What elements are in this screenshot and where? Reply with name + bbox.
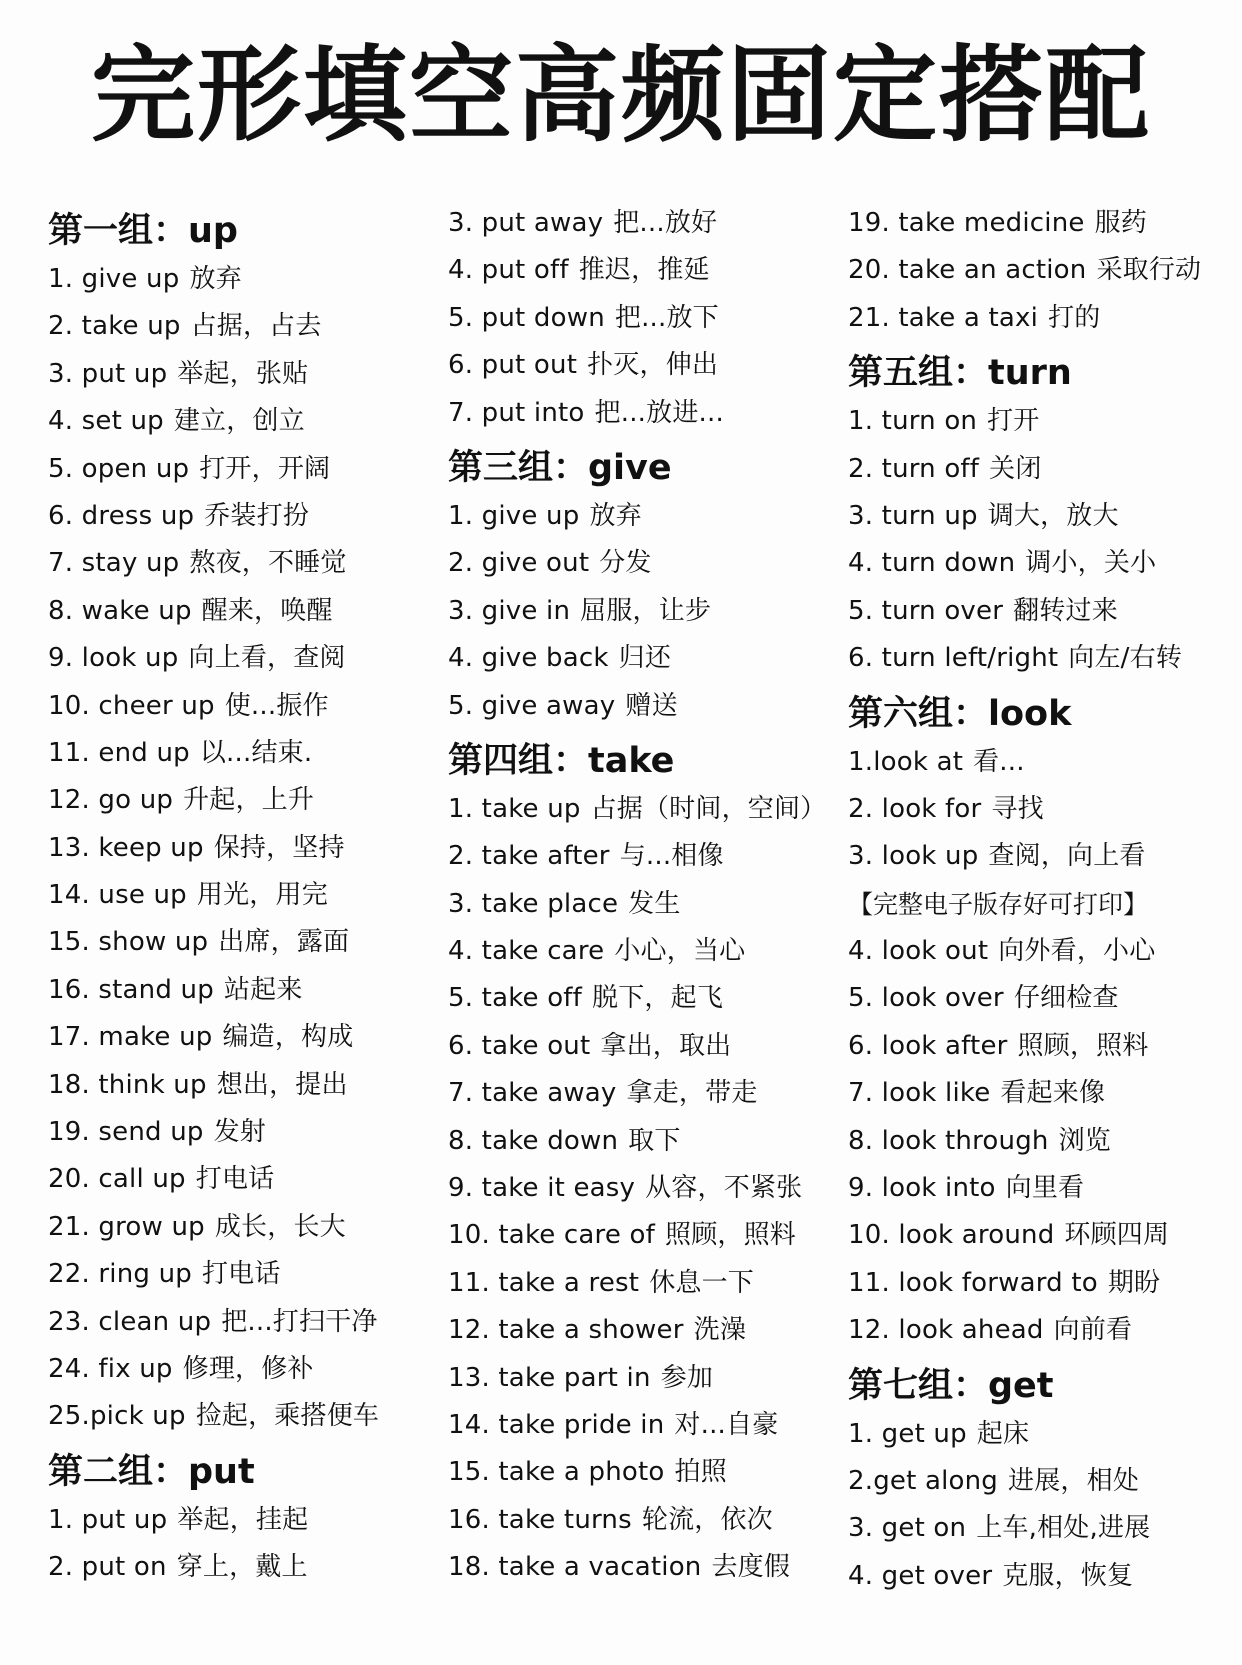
phrase-english: 7. look like: [848, 1078, 991, 1109]
phrase-chinese: 浏览: [1058, 1125, 1111, 1156]
phrase-item: [48, 1346, 438, 1393]
phrase-item: [48, 256, 438, 303]
phrase-item: [848, 1307, 1238, 1354]
phrase-item: [448, 1449, 838, 1496]
phrase-item: [848, 295, 1238, 342]
phrase-chinese: 捡起，乘搭便车: [195, 1401, 380, 1432]
phrase-chinese: 以...结束.: [199, 737, 313, 768]
phrase-english: 18. think up: [48, 1069, 207, 1100]
phrase-english: 10. look around: [848, 1220, 1055, 1251]
phrase-english: 6. look after: [848, 1030, 1008, 1061]
group-heading: 第六组：look: [848, 693, 1072, 734]
phrase-english: 15. take a photo: [448, 1457, 665, 1488]
phrase-chinese: 查阅，向上看: [988, 841, 1146, 872]
phrase-english: 1.look at: [848, 746, 964, 777]
phrase-english: 13. take part in: [448, 1362, 651, 1393]
phrase-item: [48, 1204, 438, 1251]
phrase-item: [848, 1023, 1238, 1070]
phrase-chinese: 占据，占去: [190, 311, 322, 342]
phrase-english: 2. turn off: [848, 453, 980, 484]
phrase-item: [448, 1165, 838, 1212]
phrase-item: [48, 635, 438, 682]
phrase-english: 3. give in: [448, 595, 571, 626]
phrase-item: [448, 200, 838, 247]
phrase-english: 2. take up: [48, 311, 181, 342]
phrase-chinese: 建立，创立: [173, 406, 305, 437]
phrase-item: [448, 493, 838, 540]
phrase-chinese: 调小，关小: [1025, 548, 1157, 579]
phrase-chinese: 寻找: [991, 793, 1044, 824]
phrase-item: [848, 247, 1238, 294]
phrase-chinese: 从容，不紧张: [645, 1173, 803, 1204]
phrase-item: [448, 635, 838, 682]
phrase-item: [48, 446, 438, 493]
phrase-chinese: 拍照: [674, 1457, 727, 1488]
phrase-english: 5. put down: [448, 302, 605, 333]
phrase-english: 13. keep up: [48, 832, 204, 863]
phrase-english: 2. put on: [48, 1552, 167, 1583]
phrase-chinese: 向里看: [1005, 1173, 1085, 1204]
phrase-chinese: 向前看: [1053, 1315, 1133, 1346]
phrase-chinese: 穿上，戴上: [176, 1552, 308, 1583]
phrase-item: [448, 1355, 838, 1402]
phrase-chinese: 去度假: [711, 1552, 791, 1583]
phrase-item: [48, 730, 438, 777]
phrase-english: 22. ring up: [48, 1259, 192, 1290]
phrase-item: [848, 1505, 1238, 1552]
phrase-english: 1. turn on: [848, 406, 978, 437]
phrase-item: [448, 975, 838, 1022]
phrase-chinese: 向左/右转: [1068, 643, 1183, 674]
phrase-item: [448, 342, 838, 389]
phrase-english: 8. wake up: [48, 595, 192, 626]
phrase-item: [848, 1212, 1238, 1259]
phrase-item: [48, 493, 438, 540]
phrase-english: 2. look for: [848, 793, 982, 824]
phrase-chinese: 翻转过来: [1013, 595, 1118, 626]
phrase-chinese: 照顾，照料: [665, 1220, 797, 1251]
phrase-english: 5. turn over: [848, 595, 1004, 626]
phrase-english: 1. give up: [448, 500, 580, 531]
phrase-chinese: 扑灭，伸出: [587, 350, 719, 381]
phrase-english: 12. go up: [48, 785, 174, 816]
phrase-item: [448, 1497, 838, 1544]
phrase-item: [848, 540, 1238, 587]
phrase-chinese: 出席，露面: [218, 927, 350, 958]
phrase-chinese: 与...相像: [619, 841, 724, 872]
phrase-chinese: 成长，长大: [214, 1211, 346, 1242]
phrase-item: [48, 967, 438, 1014]
phrase-chinese: 站起来: [223, 974, 303, 1005]
phrase-item: [48, 1062, 438, 1109]
phrase-english: 4. put off: [448, 255, 569, 286]
phrase-english: 18. take a vacation: [448, 1552, 702, 1583]
phrase-english: 8. look through: [848, 1125, 1049, 1156]
phrase-english: 19. take medicine: [848, 208, 1085, 238]
phrase-english: 4. turn down: [848, 548, 1016, 579]
phrase-chinese: 调大，放大: [987, 500, 1119, 531]
phrase-english: 4. look out: [848, 936, 989, 967]
phrase-chinese: 关闭: [989, 453, 1042, 484]
phrase-chinese: 放弃: [189, 264, 242, 294]
phrase-chinese: 参加: [660, 1362, 714, 1393]
phrase-english: 6. turn left/right: [848, 643, 1059, 674]
phrase-chinese: 把...打扫干净: [221, 1306, 378, 1337]
phrase-chinese: 想出，提出: [216, 1069, 348, 1100]
phrase-english: 3. get on: [848, 1513, 967, 1544]
phrase-chinese: 洗澡: [693, 1315, 747, 1346]
phrase-item: [448, 881, 838, 928]
phrase-chinese: 打开，开阔: [199, 453, 331, 484]
phrase-item: [48, 872, 438, 919]
phrase-item: [448, 390, 838, 437]
phrase-chinese: 上车,相处,进展: [976, 1513, 1151, 1544]
phrase-item: [448, 1307, 838, 1354]
phrase-english: 7. stay up: [48, 548, 180, 579]
phrase-item: [448, 1070, 838, 1117]
phrase-chinese: 屈服，让步: [580, 595, 712, 626]
phrase-item: [448, 1212, 838, 1259]
phrase-chinese: 克服，恢复: [1002, 1560, 1134, 1591]
phrase-item: [448, 588, 838, 635]
phrase-item: [48, 1393, 438, 1440]
phrase-english: 16. stand up: [48, 974, 214, 1005]
phrase-english: 23. clean up: [48, 1306, 212, 1337]
phrase-chinese: 期盼: [1107, 1267, 1161, 1298]
phrase-chinese: 打的: [1048, 302, 1101, 333]
phrase-item: [848, 786, 1238, 833]
phrase-chinese: 休息一下: [649, 1267, 754, 1298]
phrase-english: 21. take a taxi: [848, 302, 1039, 333]
phrase-chinese: 占据（时间，空间）: [590, 793, 827, 824]
phrase-chinese: 服药: [1094, 208, 1147, 238]
phrase-item: [448, 1118, 838, 1165]
column-3: [848, 200, 1238, 1600]
phrase-english: 1. put up: [48, 1504, 168, 1535]
phrase-chinese: 把...放进...: [594, 397, 724, 428]
phrase-chinese: 把...放下: [614, 302, 719, 333]
phrase-english: 8. take down: [448, 1125, 619, 1156]
phrase-item: [848, 1458, 1238, 1505]
phrase-english: 3. take place: [448, 888, 619, 919]
phrase-english: 9. look into: [848, 1173, 996, 1204]
phrase-english: 12. take a shower: [448, 1315, 684, 1346]
phrase-english: 25.pick up: [48, 1401, 186, 1432]
phrase-item: [848, 833, 1238, 880]
phrase-item: [848, 200, 1238, 247]
phrase-english: 2. take after: [448, 841, 610, 872]
phrase-item: [448, 1544, 838, 1591]
phrase-chinese: 乔装打扮: [204, 500, 310, 531]
phrase-item: [848, 1070, 1238, 1117]
phrase-item: [848, 588, 1238, 635]
phrase-chinese: 照顾，照料: [1017, 1030, 1149, 1061]
phrase-english: 21. grow up: [48, 1211, 205, 1242]
phrase-chinese: 发射: [213, 1117, 266, 1148]
phrase-english: 6. take out: [448, 1030, 591, 1061]
phrase-item: [48, 777, 438, 824]
phrase-item: [48, 1014, 438, 1061]
phrase-english: 3. look up: [848, 841, 979, 872]
phrase-english: 12. look ahead: [848, 1315, 1044, 1346]
phrase-english: 1. get up: [848, 1418, 967, 1449]
group-heading: 第二组：put: [48, 1451, 255, 1492]
phrase-english: 10. take care of: [448, 1220, 655, 1251]
phrase-chinese: 脱下，起飞: [592, 983, 724, 1014]
phrase-item: [48, 1299, 438, 1346]
phrase-item: [448, 1402, 838, 1449]
phrase-english: 6. put out: [448, 350, 578, 381]
phrase-item: [848, 739, 1238, 786]
group-heading: 第三组：give: [448, 447, 672, 488]
phrase-english: 14. use up: [48, 880, 187, 911]
phrase-item: [848, 493, 1238, 540]
group-heading: 第五组：turn: [848, 353, 1072, 394]
phrase-item: [848, 1118, 1238, 1165]
phrase-english: 1. give up: [48, 264, 180, 294]
phrase-item: [48, 1251, 438, 1298]
phrase-english: 11. take a rest: [448, 1267, 640, 1298]
phrase-item: [448, 1260, 838, 1307]
phrase-item: [48, 919, 438, 966]
phrase-chinese: 使...振作: [224, 690, 329, 721]
phrase-english: 2. give out: [448, 548, 590, 579]
phrase-item: [848, 1165, 1238, 1212]
phrase-item: [48, 351, 438, 398]
phrase-english: 9. take it easy: [448, 1173, 636, 1204]
phrase-english: 3. put up: [48, 358, 168, 389]
phrase-chinese: 用光，用完: [196, 880, 328, 911]
phrase-english: 3. turn up: [848, 500, 978, 531]
phrase-item: [48, 1497, 438, 1544]
phrase-english: 16. take turns: [448, 1504, 632, 1535]
phrase-item: [48, 303, 438, 350]
phrase-english: 10. cheer up: [48, 690, 215, 721]
phrase-english: 4. set up: [48, 406, 164, 437]
phrase-chinese: 赠送: [625, 690, 678, 721]
phrase-english: 15. show up: [48, 927, 209, 958]
phrase-chinese: 保持，坚持: [213, 832, 345, 863]
phrase-item: [848, 635, 1238, 682]
phrase-english: 24. fix up: [48, 1353, 173, 1384]
phrase-item: [48, 1109, 438, 1156]
group-heading: 第七组：get: [848, 1365, 1054, 1406]
phrase-english: 4. get over: [848, 1560, 993, 1591]
phrase-item: [848, 1260, 1238, 1307]
phrase-chinese: 归还: [618, 643, 672, 674]
phrase-chinese: 打开: [987, 406, 1040, 437]
phrase-english: 9. look up: [48, 643, 179, 674]
phrase-item: [48, 1544, 438, 1591]
phrase-chinese: 修理，修补: [182, 1353, 314, 1384]
phrase-item: [48, 825, 438, 872]
phrase-chinese: 取下: [628, 1125, 681, 1156]
phrase-item: [848, 928, 1238, 975]
phrase-english: 4. give back: [448, 643, 609, 674]
phrase-chinese: 小心，当心: [614, 936, 746, 967]
page-title: 完形填空高频固定搭配: [90, 34, 1151, 156]
phrase-english: 3. put away: [448, 208, 604, 238]
phrase-chinese: 采取行动: [1096, 255, 1202, 286]
phrase-item: [448, 247, 838, 294]
phrase-english: 5. open up: [48, 453, 190, 484]
phrase-item: [848, 975, 1238, 1022]
promo-note: 【完整电子版存好可打印】: [848, 889, 1149, 919]
phrase-chinese: 环顾四周: [1064, 1220, 1170, 1251]
phrase-chinese: 起床: [976, 1418, 1030, 1449]
phrase-chinese: 打电话: [201, 1259, 281, 1290]
phrase-item: [448, 540, 838, 587]
phrase-item: [448, 833, 838, 880]
phrase-chinese: 熬夜，不睡觉: [189, 548, 347, 579]
phrase-chinese: 举起，张贴: [177, 358, 309, 389]
phrase-item: [448, 786, 838, 833]
column-2: [448, 200, 838, 1592]
phrase-chinese: 把...放好: [613, 208, 718, 238]
phrase-english: 2.get along: [848, 1465, 999, 1496]
phrase-item: [48, 1156, 438, 1203]
phrase-english: 4. take care: [448, 936, 605, 967]
phrase-chinese: 对...自豪: [674, 1409, 779, 1440]
phrase-chinese: 发生: [628, 888, 681, 919]
phrase-english: 19. send up: [48, 1117, 204, 1148]
phrase-english: 17. make up: [48, 1022, 213, 1053]
phrase-item: [448, 1023, 838, 1070]
phrase-english: 5. take off: [448, 983, 583, 1014]
phrase-chinese: 举起，挂起: [177, 1504, 309, 1535]
phrase-chinese: 编造，构成: [222, 1022, 354, 1053]
column-1: [48, 200, 438, 1592]
phrase-chinese: 向外看，小心: [998, 936, 1156, 967]
phrase-english: 7. put into: [448, 397, 585, 428]
phrase-item: [48, 683, 438, 730]
phrase-english: 14. take pride in: [448, 1409, 665, 1440]
phrase-chinese: 拿走，带走: [626, 1078, 758, 1109]
phrase-item: [848, 398, 1238, 445]
phrase-english: 7. take away: [448, 1078, 617, 1109]
phrase-chinese: 打电话: [195, 1164, 275, 1195]
group-heading: 第一组：up: [48, 211, 238, 251]
phrase-english: 11. look forward to: [848, 1267, 1098, 1298]
phrase-item: [848, 1411, 1238, 1458]
phrase-chinese: 醒来，唤醒: [201, 595, 333, 626]
phrase-english: 1. take up: [448, 793, 581, 824]
phrase-english: 20. take an action: [848, 255, 1087, 286]
phrase-chinese: 分发: [599, 548, 652, 579]
phrase-english: 6. dress up: [48, 500, 195, 531]
phrase-item: [848, 1553, 1238, 1600]
phrase-chinese: 拿出，取出: [600, 1030, 732, 1061]
phrase-item: [48, 398, 438, 445]
phrase-chinese: 向上看，查阅: [188, 643, 346, 674]
phrase-chinese: 升起，上升: [183, 785, 315, 816]
phrase-chinese: 进展，相处: [1008, 1465, 1140, 1496]
phrase-item: [448, 683, 838, 730]
phrase-chinese: 轮流，依次: [641, 1504, 773, 1535]
phrase-chinese: 仔细检查: [1013, 983, 1119, 1014]
phrase-chinese: 推迟，推延: [578, 255, 710, 286]
phrase-english: 20. call up: [48, 1164, 186, 1195]
phrase-chinese: 放弃: [589, 500, 642, 531]
phrase-item: [48, 540, 438, 587]
phrase-english: 11. end up: [48, 737, 190, 768]
phrase-english: 5. look over: [848, 983, 1004, 1014]
phrase-item: [448, 295, 838, 342]
phrase-english: 5. give away: [448, 690, 616, 721]
phrase-chinese: 看起来像: [1000, 1078, 1106, 1109]
phrase-chinese: 看...: [973, 746, 1025, 777]
phrase-item: [848, 446, 1238, 493]
group-heading: 第四组：take: [448, 740, 675, 781]
phrase-item: [448, 928, 838, 975]
phrase-item: [48, 588, 438, 635]
